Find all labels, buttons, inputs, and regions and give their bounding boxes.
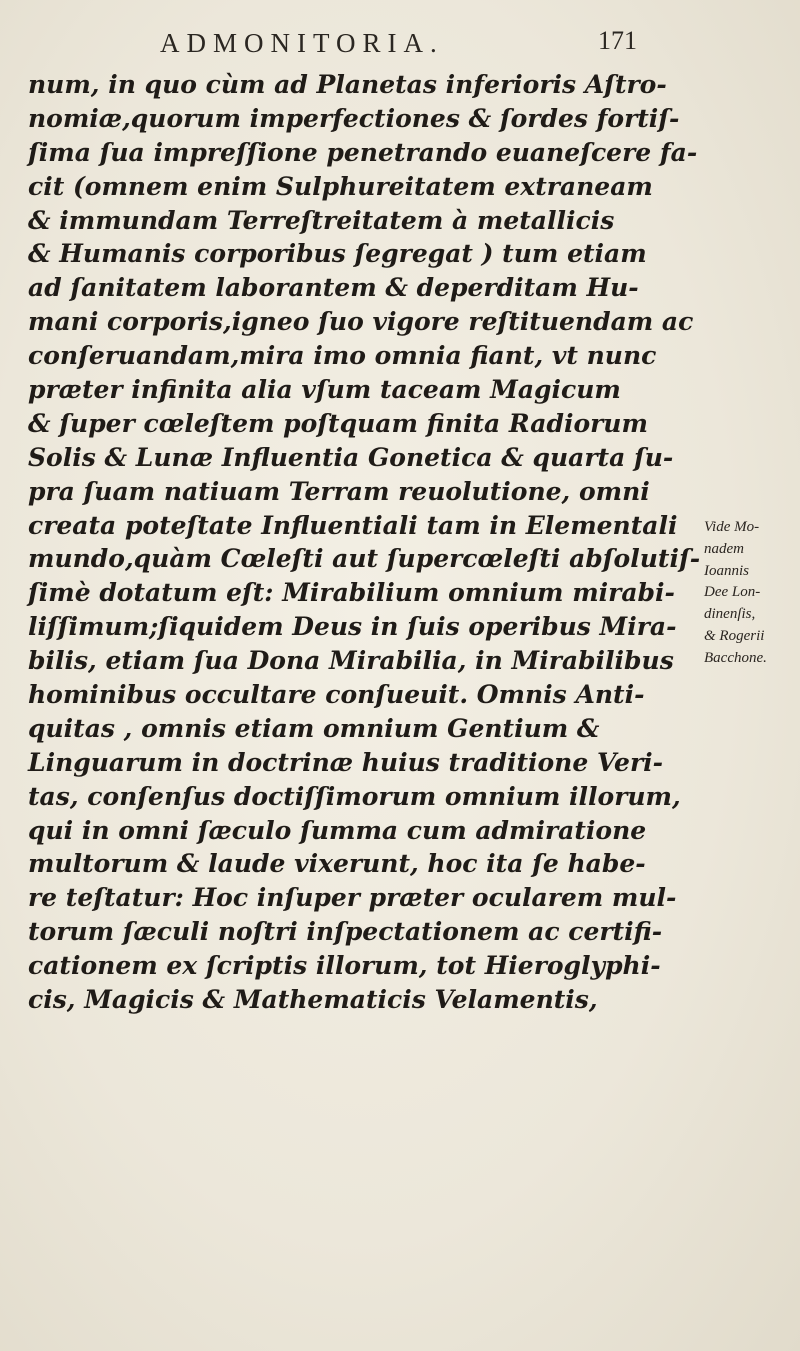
text-line: nomiæ,quorum imperfectiones & ſordes fortiſ- [28,103,680,133]
margin-note-line: nadem [704,540,744,557]
text-line: cationem ex ſcriptis illorum, tot Hieroglyphi- [28,951,661,981]
text-line: torum ſæculi noſtri inſpectationem ac certifi- [28,917,663,947]
margin-note-line: Vide Mo- [704,519,760,535]
text-line: mundo,quàm Cœleſti aut ſupercœleſti abſolutiſ- [28,544,701,574]
text-line: bilis, etiam ſua Dona Mirabilia, in Mirabilibus [28,646,674,676]
text-line: & Humanis corporibus ſegregat ) tum etiam [28,239,647,269]
text-line: Solis & Lunæ Influentia Gonetica & quarta ſu- [28,442,674,472]
text-line: re teſtatur: Hoc inſuper præter ocularem mul- [28,883,677,913]
text-line: ſimè dotatum eſt: Mirabilium omnium mirabi- [28,578,675,608]
text-line: Linguarum in doctrinæ huius traditione Veri- [28,747,664,777]
text-line: multorum & laude vixerunt, hoc ita ſe habe- [28,849,646,879]
text-line: pra ſuam natiuam Terram reuolutione, omni [28,476,650,506]
text-line: præter infinita alia vſum taceam Magicum [28,375,621,405]
margin-note-line: Bacchone. [704,649,767,666]
text-line: & immundam Terreſtreitatem à metallicis [28,205,615,235]
text-line: num, in quo cùm ad Planetas inferioris Aſtro- [28,70,667,99]
running-head: ADMONITORIA. [160,28,444,58]
margin-note-line: dinenſis, [704,606,756,623]
text-line: creata poteſtate Influentiali tam in Elementali [28,510,678,540]
text-line: & ſuper cœleſtem poſtquam finita Radiorum [28,408,648,438]
page-header [0,28,800,68]
text-line: hominibus occultare conſueuit. Omnis Anti- [28,680,645,710]
margin-note-line: Dee Lon- [704,584,761,601]
margin-note-line: Ioannis [704,562,749,579]
text-line: quitas , omnis etiam omnium Gentium & [28,713,600,743]
text-line: tas, conſenſus doctiſſimorum omnium illorum, [28,781,681,811]
text-line: qui in omni ſæculo ſumma cum admiratione [28,815,647,845]
text-line: cit (omnem enim Sulphureitatem extraneam [28,171,653,201]
text-line: ad ſanitatem laborantem & deperditam Hu- [28,273,639,303]
text-line: ſima ſua impreſſione penetrando euaneſcere fa- [28,137,698,167]
margin-note [704,517,794,670]
page-number: 171 [598,26,637,55]
text-line: liſſimum;ſiquidem Deus in ſuis operibus Mira- [28,612,677,642]
margin-note-line: & Rogerii [704,627,765,644]
text-line: mani corporis,igneo ſuo vigore reſtituendam ac [28,307,694,337]
main-text-block [28,68,701,1017]
text-line: conſeruandam,mira imo omnia fiant, vt nunc [28,341,657,371]
text-line: cis, Magicis & Mathematicis Velamentis, [28,985,598,1015]
